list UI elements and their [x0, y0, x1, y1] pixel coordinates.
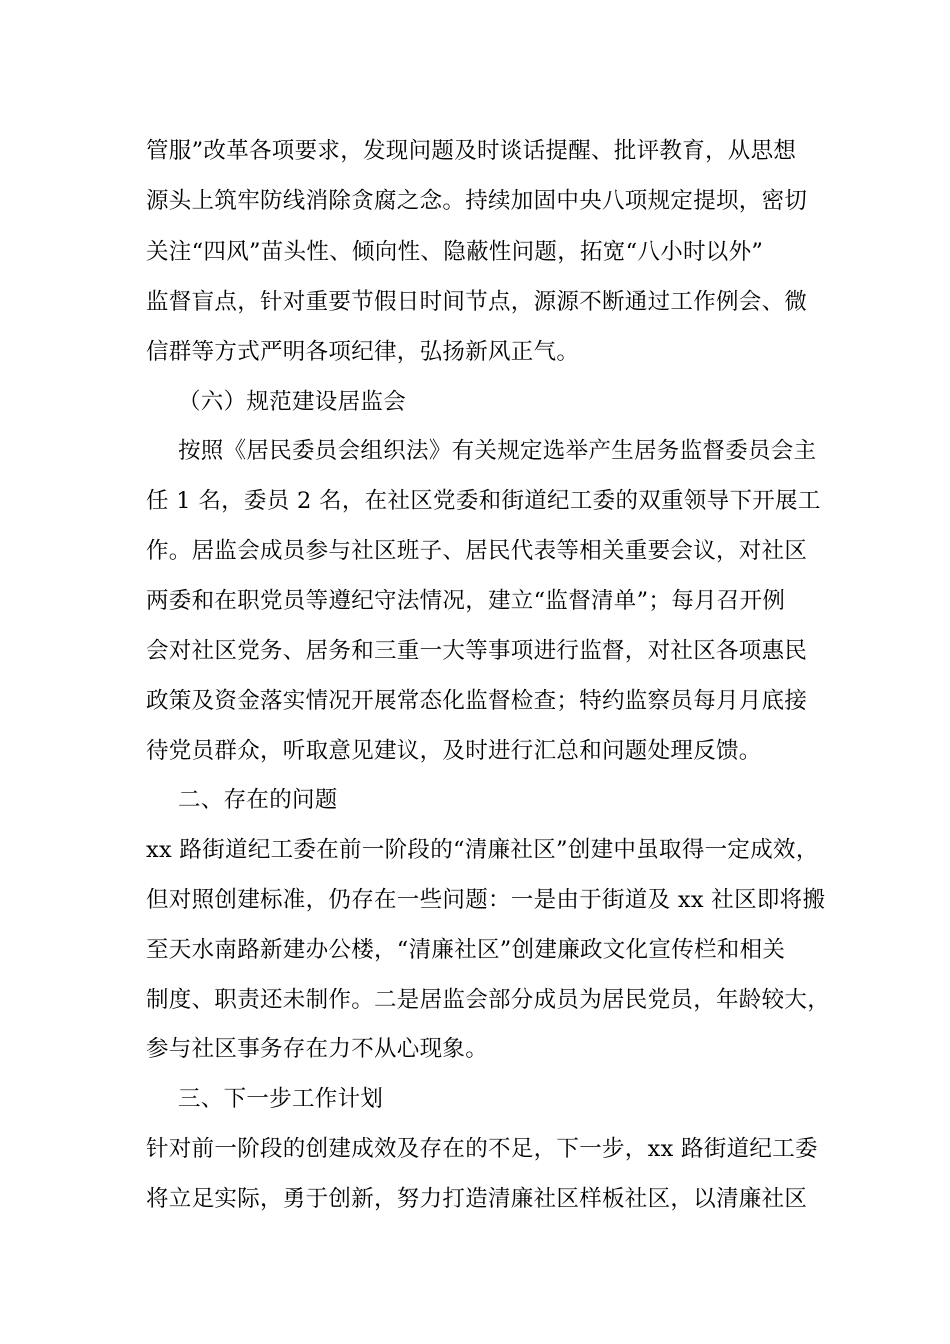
text-line: 监督盲点，针对重要节假日时间节点，源源不断通过工作例会、微: [146, 289, 808, 315]
text-line: 将立足实际，勇于创新，努力打造清廉社区样板社区，以清廉社区: [146, 1186, 808, 1212]
text-line: 按照《居民委员会组织法》有关规定选举产生居务监督委员会主: [178, 438, 817, 464]
text-line: 但对照创建标准，仍存在一些问题：一是由于街道及 xx 社区即将搬: [146, 887, 826, 913]
text-line: 两委和在职党员等遵纪守法情况，建立“监督清单”；每月召开例: [146, 588, 786, 614]
text-line: 管服”改革各项要求，发现问题及时谈话提醒、批评教育，从思想: [146, 138, 797, 164]
text-line: 政策及资金落实情况开展常态化监督检查；特约监察员每月月底接: [146, 688, 808, 714]
section-heading: （六）规范建设居监会: [178, 389, 407, 415]
text-line: 任 1 名，委员 2 名，在社区党委和街道纪工委的双重领导下开展工: [146, 488, 821, 514]
text-line: 信群等方式严明各项纪律，弘扬新风正气。: [146, 339, 580, 365]
text-line: 会对社区党务、居务和三重一大等事项进行监督，对社区各项惠民: [146, 638, 808, 664]
text-line: 制度、职责还未制作。二是居监会部分成员为居民党员，年龄较大，: [146, 987, 831, 1013]
text-line: 关注“四风”苗头性、倾向性、隐蔽性问题，拓宽“八小时以外”: [146, 239, 764, 265]
section-heading: 二、存在的问题: [178, 787, 338, 813]
text-line: 待党员群众，听取意见建议，及时进行汇总和问题处理反馈。: [146, 738, 762, 764]
text-line: 至天水南路新建办公楼，“清廉社区”创建廉政文化宣传栏和相关: [146, 937, 786, 963]
text-line: 作。居监会成员参与社区班子、居民代表等相关重要会议，对社区: [146, 538, 808, 564]
text-line: 针对前一阶段的创建成效及存在的不足，下一步，xx 路街道纪工委: [146, 1136, 818, 1162]
section-heading: 三、下一步工作计划: [178, 1086, 384, 1112]
text-line: xx 路街道纪工委在前一阶段的“清廉社区”创建中虽取得一定成效，: [146, 837, 819, 863]
text-line: 源头上筑牢防线消除贪腐之念。持续加固中央八项规定提坝，密切: [146, 188, 808, 214]
text-line: 参与社区事务存在力不从心现象。: [146, 1036, 489, 1062]
